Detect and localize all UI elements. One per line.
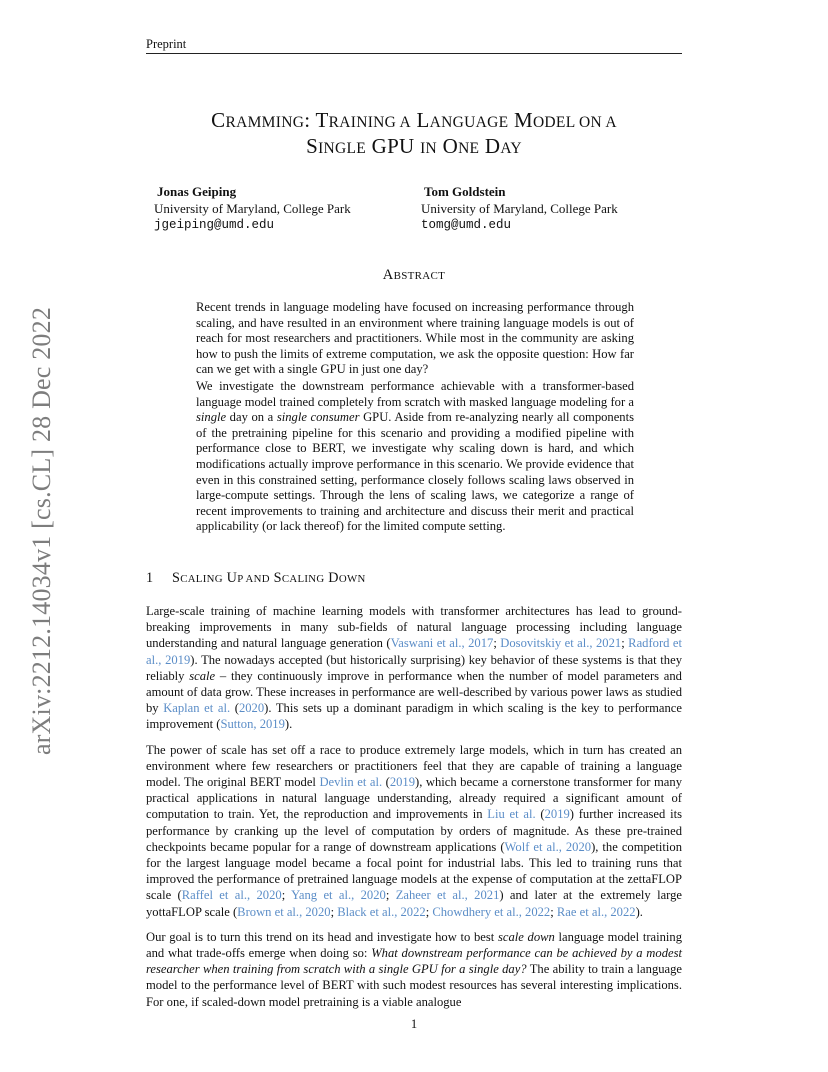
abstract-text (196, 300, 634, 535)
citation-link[interactable]: Chowdhery et al., 2022 (432, 904, 551, 919)
author-block-2 (421, 183, 618, 234)
citation-link[interactable]: 2020 (238, 701, 265, 716)
header-rule (146, 53, 682, 54)
citation-link[interactable]: Devlin et al. (319, 775, 383, 790)
citation-link[interactable]: Kaplan et al. (163, 701, 231, 716)
citation-link[interactable]: Radford et al., 2019 (146, 636, 682, 667)
author-block-1 (154, 183, 351, 234)
page-number: 1 (410, 1017, 418, 1031)
citation-link[interactable]: 2019 (544, 807, 570, 822)
author-name: Jonas Geiping (157, 184, 237, 199)
paper-title-line-1: CRAMMING: TRAINING A LANGUAGE MODEL ON A (211, 108, 617, 132)
abstract-paragraph: Recent trends in language modeling have focused on increasing performance through scaling, and have resulted in an environment where training language models is out of reach for most researchers and practitioners. While most in the community are asking how to push the limits of extreme computation, we ask the opposite question: How far can we get with a single GPU in just one day? (196, 300, 634, 377)
citation-link[interactable]: Raffel et al., 2020 (181, 888, 282, 903)
citation-link[interactable]: Dosovitskiy et al., 2021 (500, 636, 622, 651)
citation-link[interactable]: Wolf et al., 2020 (504, 839, 592, 854)
author-affiliation: University of Maryland, College Park (421, 201, 618, 216)
author-name: Tom Goldstein (424, 184, 506, 199)
paper-title-line-2: SINGLE GPU IN ONE DAY (306, 134, 522, 158)
abstract-paragraph: We investigate the downstream performance achievable with a transformer-based language model trained completely from scratch with masked language modeling for a single day on a single consumer GPU. Aside from re-analyzing nearly all components of the pretraining pipeline for this scenario and providing a modified pipeline with performance close to BERT, we investigate why scaling down is hard, and which modifications actually improve performance in this scenario. We provide evidence that even in this constrained setting, performance closely follows scaling laws observed in large-compute settings. Through the lens of scaling laws, we categorize a range of recent improvements to training and architecture and discuss their merit and practical applicability (or lack thereof) for the limited compute setting. (196, 378, 635, 534)
section-number: 1 (146, 570, 154, 586)
citation-link[interactable]: Yang et al., 2020 (291, 888, 386, 903)
citation-link[interactable]: Brown et al., 2020 (237, 904, 331, 919)
body-paragraph: The power of scale has set off a race to produce extremely large models, which in turn has created an environment where few researchers or practitioners feel that they are capable of training a language model. The original BERT model Devlin et al. (2019), which became a cornerstone transformer for many practical applications in natural language understanding, already required a significant amount of computation to train. Yet, the reproduction and improvements in Liu et al. (2019) further increased its performance by cranking up the level of computation by orders of magnitude. As these pre-trained checkpoints became popular for a range of downstream applications (Wolf et al., 2020), the competition for the largest language model became a focal point for industrial labs. This led to training runs that improved the performance of pretrained language models at the expense of computation at the zettaFLOP scale (Raffel et al., 2020; Yang et al., 2020; Zaheer et al., 2021) and later at the extremely large yottaFLOP scale (Brown et al., 2020; Black et al., 2022; Chowdhery et al., 2022; Rae et al., 2022). (146, 742, 683, 919)
body-paragraph: Large-scale training of machine learning models with transformer architectures has lead to ground-breaking improvements in many sub-fields of natural language processing including language understanding and natural language generation (Vaswani et al., 2017; Dosovitskiy et al., 2021; Radford et al., 2019). The nowadays accepted (but historically surprising) key behavior of these systems is that they reliably scale – they continuously improve in performance when the number of model parameters and amount of data grow. These increases in performance are well-described by various power laws as studied by Kaplan et al. (2020). This sets up a dominant paradigm in which scaling is the key to performance improvement (Sutton, 2019). (146, 604, 682, 732)
citation-link[interactable]: Zaheer et al., 2021 (395, 888, 500, 903)
citation-link[interactable]: Vaswani et al., 2017 (390, 636, 494, 651)
citation-link[interactable]: Rae et al., 2022 (556, 904, 636, 919)
author-email[interactable]: tomg@umd.edu (421, 218, 512, 232)
running-header: Preprint (146, 37, 187, 51)
arxiv-identifier: arXiv:2212.14034v1 [cs.CL] 28 Dec 2022 (27, 306, 56, 756)
body-paragraph: Our goal is to turn this trend on its head and investigate how to best scale down language model training and what trade-offs emerge when doing so: What downstream performance can be achieved by a modest researcher when training from scratch with a single GPU for a single day? The ability to train a language model to the performance level of BERT with such modest resources has several interesting implications. For one, if scaled-down model pretraining is a viable analogue (146, 929, 683, 1009)
citation-link[interactable]: Liu et al. (487, 807, 536, 822)
citation-link[interactable]: Black et al., 2022 (337, 904, 426, 919)
section-heading: 1 SCALING UP AND SCALING DOWN (146, 570, 366, 586)
author-email[interactable]: jgeiping@umd.edu (154, 218, 275, 232)
section-body (146, 603, 682, 1019)
abstract-heading: ABSTRACT (382, 267, 446, 283)
author-affiliation: University of Maryland, College Park (154, 201, 351, 216)
citation-link[interactable]: Sutton, 2019 (220, 717, 285, 732)
citation-link[interactable]: 2019 (389, 775, 416, 790)
